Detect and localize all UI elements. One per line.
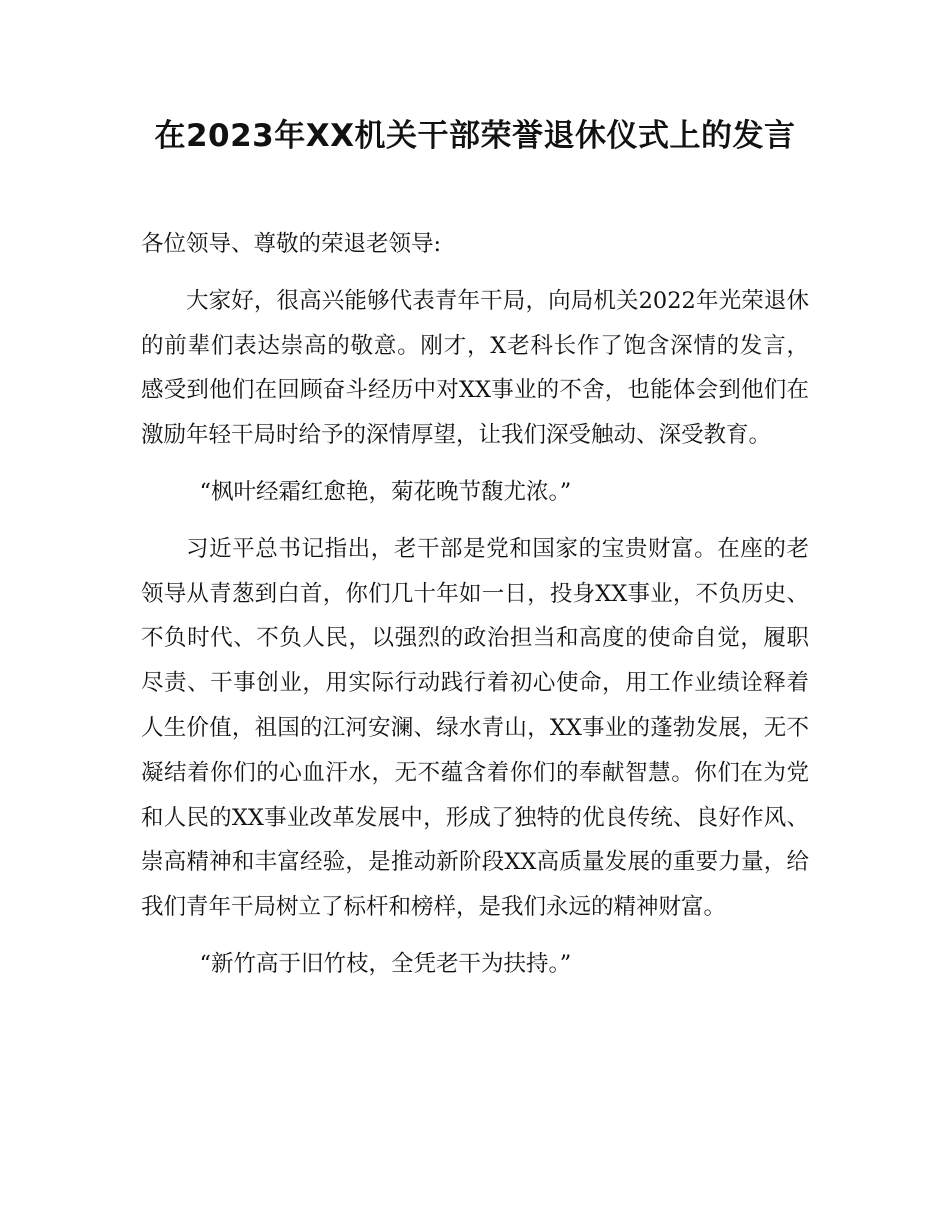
quote-maple-leaf: “枫叶经霜红愈艳，菊花晚节馥尤浓。” — [199, 478, 572, 505]
salutation: 各位领导、尊敬的荣退老领导: — [141, 231, 442, 257]
document-title: 在2023年XX机关干部荣誉退休仪式上的发言 — [154, 118, 796, 154]
quote-new-bamboo: “新竹高于旧竹枝，全凭老干为扶持。” — [199, 950, 572, 977]
document-body — [141, 222, 809, 999]
paragraph-greeting: 大家好，很高兴能够代表青年干局，向局机关2022年光荣退休的前辈们表达崇高的敬意。刚才，X老科长作了饱含深情的发言，感受到他们在回顾奋斗经历中对XX事业的不舍，也能体会到他们在激励年轻干局时给予的深情厚望，让我们深受触动、深受教育。 — [141, 287, 809, 449]
paragraph-tribute: 习近平总书记指出，老干部是党和国家的宝贵财富。在座的老领导从青葱到白首，你们几十年如一日，投身XX事业，不负历史、不负时代、不负人民，以强烈的政治担当和高度的使命自觉，履职尽责、干事创业，用实际行动践行着初心使命，用工作业绩诠释着人生价值，祖国的江河安澜、绿水青山，XX事业的蓬勃发展，无不凝结着你们的心血汗水，无不蕴含着你们的奉献智慧。你们在为党和人民的XX事业改革发展中，形成了独特的优良传统、良好作风、崇高精神和丰富经验，是推动新阶段XX高质量发展的重要力量，给我们青年干局树立了标杆和榜样，是我们永远的精神财富。 — [141, 535, 809, 921]
